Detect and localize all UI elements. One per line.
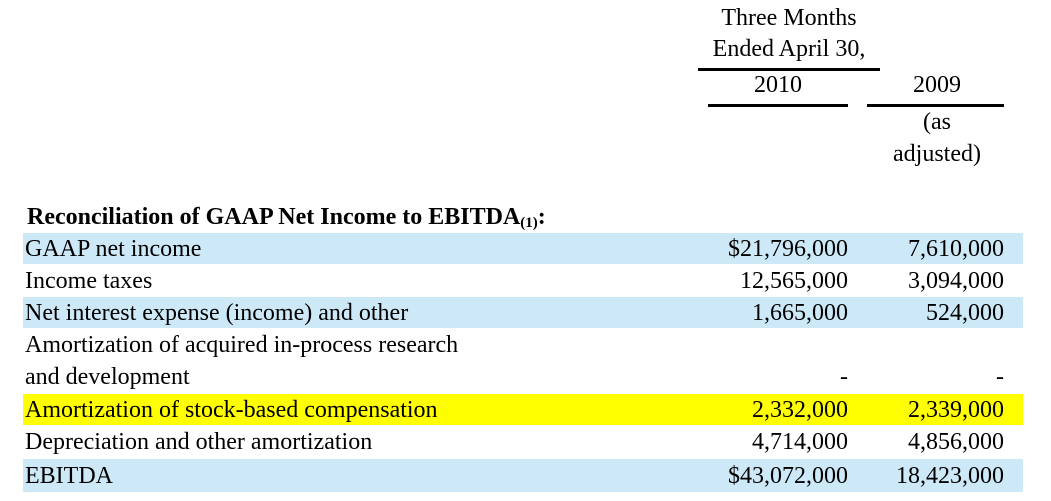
row-label: Income taxes [25,268,153,294]
row-label: Net interest expense (income) and other [25,300,409,326]
section-title-suffix: : [537,204,546,230]
row-value-2010: 1,665,000 [752,300,848,326]
row-value-2009: 18,423,000 [896,463,1004,489]
row-value-2009: 524,000 [926,300,1004,326]
header-prior-note-line1: (as [923,109,951,135]
row-value-2009: 4,856,000 [908,429,1004,455]
row-label-line1: Amortization of acquired in-process research [25,332,459,358]
row-label: Depreciation and other amortization [25,429,373,455]
row-value-2009: 2,339,000 [908,397,1004,423]
row-label: GAAP net income [25,236,202,262]
row-value-2010: 12,565,000 [740,268,848,294]
row-value-2010: $21,796,000 [728,236,848,262]
row-value-2009: - [996,364,1004,390]
header-prior-note-line2: adjusted) [893,141,981,167]
row-value-2009: 7,610,000 [908,236,1004,262]
table-row-ebitda [23,459,1023,492]
row-value-2010: 2,332,000 [752,397,848,423]
table-row-amortization-iprd [23,329,1023,393]
header-2010-rule [708,104,848,107]
header-year-2009: 2009 [913,72,961,98]
row-value-2010: 4,714,000 [752,429,848,455]
row-value-2010: - [840,364,848,390]
table-row-gaap-net-income [23,233,1023,264]
row-value-2009: 3,094,000 [908,268,1004,294]
table-row-stock-comp [23,394,1023,425]
row-value-2010: $43,072,000 [728,463,848,489]
section-title-text: Reconciliation of GAAP Net Income to EBITDA [27,204,521,230]
table-row-income-taxes [23,265,1023,296]
footnote-ref: (1) [520,215,538,231]
table-row-net-interest [23,297,1023,328]
row-label: Amortization of stock-based compensation [25,397,438,423]
header-period-line2: Ended April 30, [712,36,866,62]
header-year-2010: 2010 [754,72,802,98]
row-label-line2: and development [25,364,190,390]
row-label: EBITDA [25,463,113,489]
table-row-depreciation [23,426,1023,457]
header-period-line1: Three Months [721,5,857,31]
